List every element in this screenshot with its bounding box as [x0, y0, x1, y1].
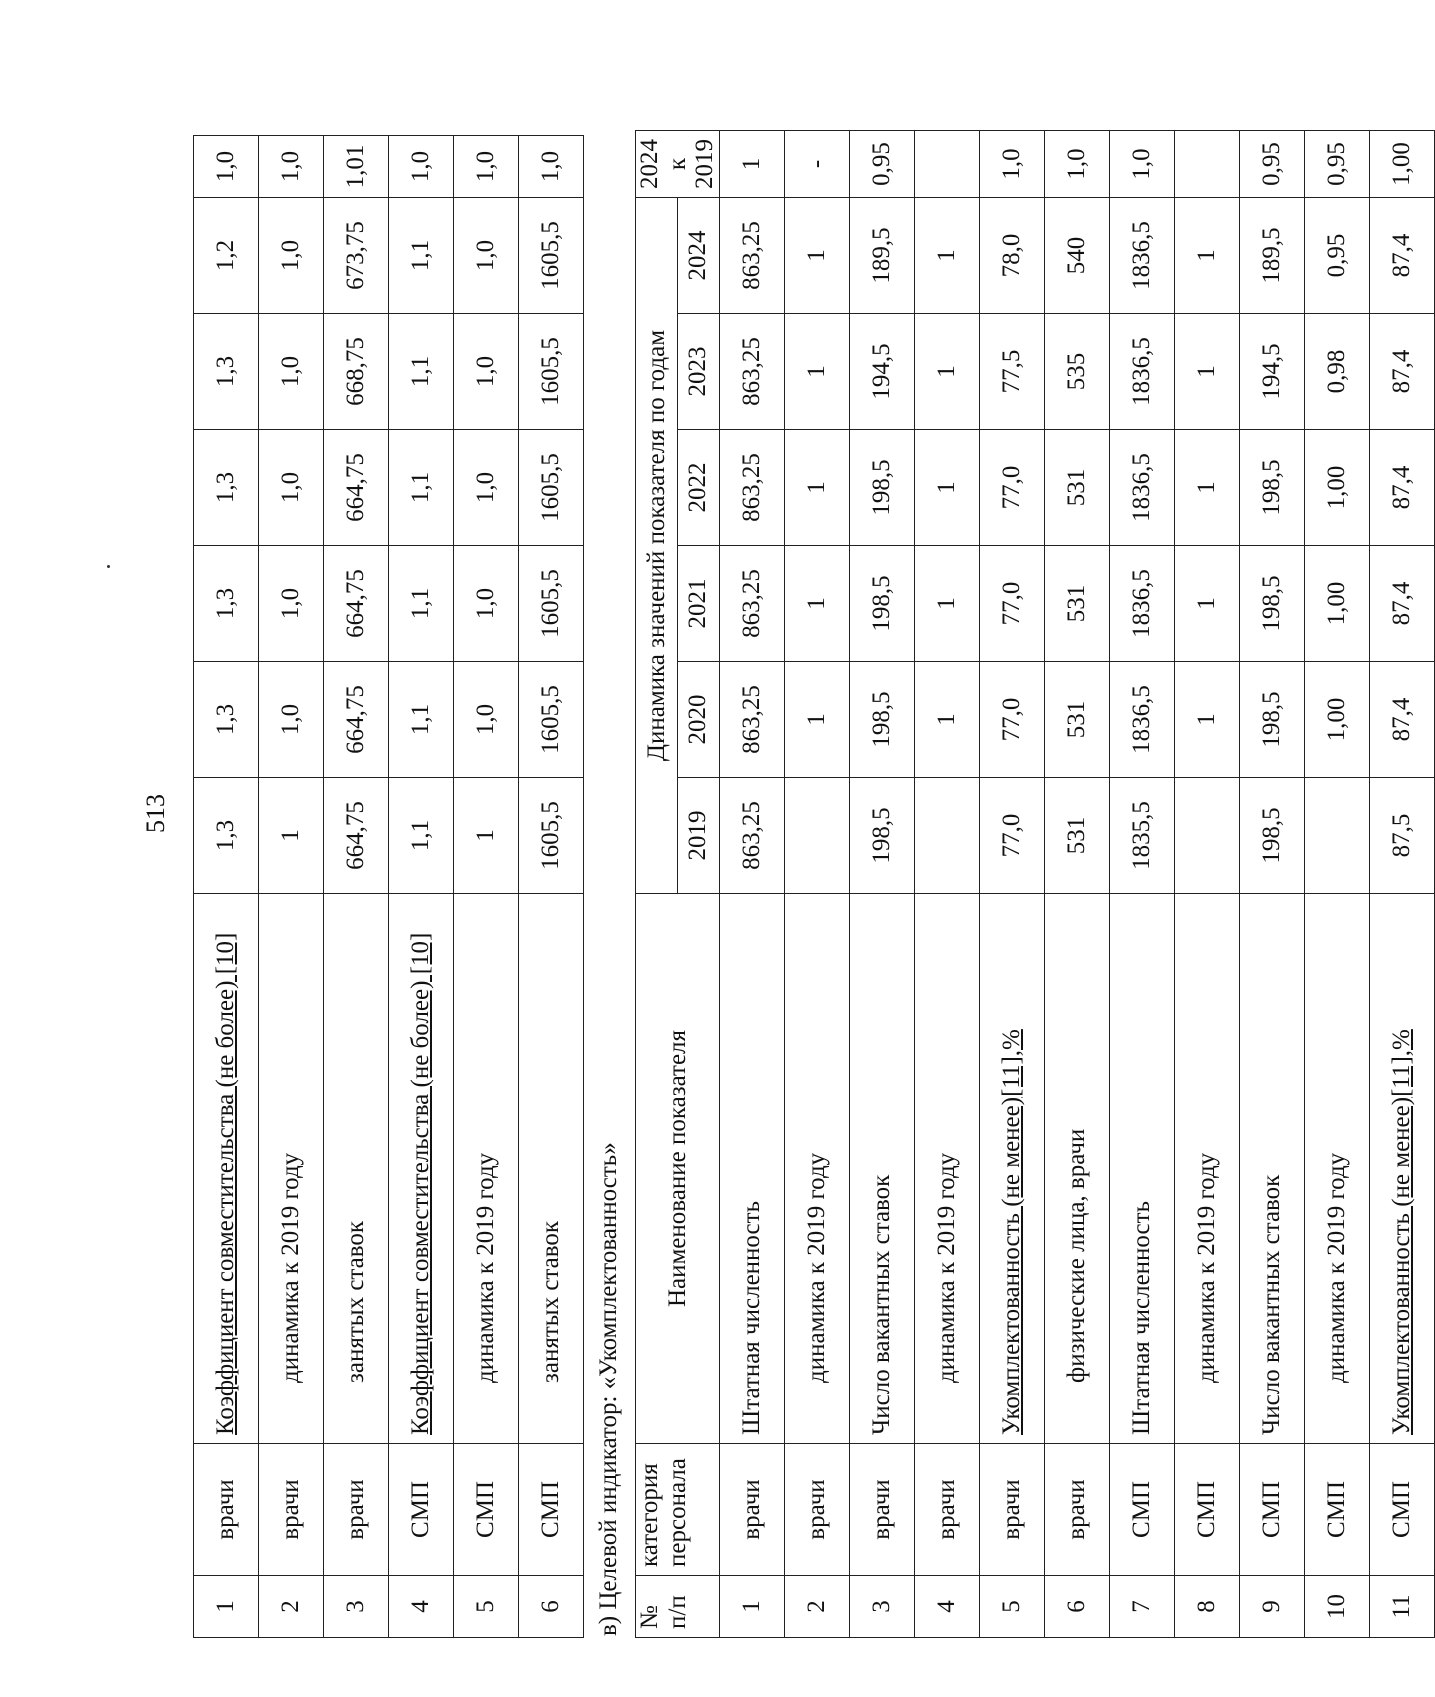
row-year-value: 1 — [259, 778, 324, 894]
row-year-value: 531 — [1044, 778, 1109, 894]
row-number: 3 — [324, 1576, 389, 1638]
row-category: СМП — [1109, 1444, 1174, 1576]
header-year: 2022 — [677, 430, 719, 546]
row-category: врачи — [194, 1444, 259, 1576]
row-year-value: 1836,5 — [1109, 546, 1174, 662]
row-number: 1 — [719, 1576, 784, 1638]
row-year-value: 198,5 — [849, 546, 914, 662]
header-year: 2024 — [677, 198, 719, 314]
row-year-value: 77,0 — [979, 778, 1044, 894]
row-year-value: 863,25 — [719, 430, 784, 546]
row-ratio: 1,0 — [1044, 131, 1109, 198]
row-indicator-name: Число вакантных ставок — [849, 894, 914, 1444]
row-year-value: 1,0 — [454, 546, 519, 662]
row-category: врачи — [914, 1444, 979, 1576]
header-name: Наименование показателя — [636, 894, 720, 1444]
row-year-value: 198,5 — [849, 430, 914, 546]
row-ratio — [1174, 131, 1239, 198]
row-category: СМП — [1369, 1444, 1434, 1576]
row-year-value: 1,00 — [1304, 662, 1369, 778]
header-num: № п/п — [636, 1576, 720, 1638]
row-year-value: 1 — [784, 430, 849, 546]
row-number: 8 — [1174, 1576, 1239, 1638]
scan-dot — [107, 565, 110, 568]
row-number: 4 — [389, 1576, 454, 1638]
row-year-value: 664,75 — [324, 778, 389, 894]
row-ratio: 0,95 — [1304, 131, 1369, 198]
row-indicator-name: динамика к 2019 году — [784, 894, 849, 1444]
row-category: врачи — [849, 1444, 914, 1576]
row-year-value: 1605,5 — [519, 662, 584, 778]
row-year-value: 673,75 — [324, 198, 389, 314]
header-dynamics: Динамика значений показателя по годам — [636, 198, 678, 894]
row-category: СМП — [454, 1444, 519, 1576]
row-ratio: 1,01 — [324, 136, 389, 198]
row-year-value: 1 — [914, 662, 979, 778]
row-year-value — [784, 778, 849, 894]
row-year-value: 1836,5 — [1109, 430, 1174, 546]
row-year-value: 1,1 — [389, 198, 454, 314]
header-category: категория персонала — [636, 1444, 720, 1576]
row-indicator-name: физические лица, врачи — [1044, 894, 1109, 1444]
row-ratio: 1,0 — [454, 136, 519, 198]
row-year-value: 1,3 — [194, 778, 259, 894]
row-ratio: 1,00 — [1369, 131, 1434, 198]
row-indicator-name: динамика к 2019 году — [259, 894, 324, 1444]
row-year-value: 1605,5 — [519, 546, 584, 662]
row-year-value — [914, 778, 979, 894]
row-year-value: 1,0 — [454, 314, 519, 430]
row-indicator-name: Штатная численность — [719, 894, 784, 1444]
row-year-value: 1,0 — [259, 430, 324, 546]
row-year-value: 1605,5 — [519, 314, 584, 430]
table2-header — [636, 131, 720, 1638]
row-year-value: 1,0 — [454, 430, 519, 546]
row-number: 11 — [1369, 1576, 1434, 1638]
row-year-value: 1 — [1174, 430, 1239, 546]
row-year-value: 1,0 — [259, 314, 324, 430]
header-year: 2023 — [677, 314, 719, 430]
row-year-value: 1,2 — [194, 198, 259, 314]
row-category: врачи — [979, 1444, 1044, 1576]
row-year-value: 0,98 — [1304, 314, 1369, 430]
row-year-value: 87,4 — [1369, 198, 1434, 314]
row-number: 2 — [784, 1576, 849, 1638]
row-year-value: 189,5 — [849, 198, 914, 314]
table-row — [719, 131, 784, 1638]
row-year-value: 77,5 — [979, 314, 1044, 430]
row-year-value: 1,1 — [389, 778, 454, 894]
row-year-value: 1,1 — [389, 546, 454, 662]
row-year-value: 1,0 — [454, 198, 519, 314]
row-category: врачи — [1044, 1444, 1109, 1576]
row-year-value: 1 — [914, 314, 979, 430]
page-number: 513 — [141, 794, 170, 833]
row-year-value: 1 — [784, 662, 849, 778]
row-year-value: 189,5 — [1239, 198, 1304, 314]
row-year-value: 863,25 — [719, 198, 784, 314]
row-year-value: 77,0 — [979, 662, 1044, 778]
row-number: 1 — [194, 1576, 259, 1638]
row-indicator-name: занятых ставок — [519, 894, 584, 1444]
row-year-value: 863,25 — [719, 546, 784, 662]
row-year-value: 1836,5 — [1109, 314, 1174, 430]
rotated-page — [75, 48, 1415, 1648]
table-row — [1369, 131, 1434, 1638]
row-year-value: 863,25 — [719, 778, 784, 894]
row-ratio — [914, 131, 979, 198]
row-indicator-name: Число вакантных ставок — [1239, 894, 1304, 1444]
row-ratio: - — [784, 131, 849, 198]
row-year-value: 863,25 — [719, 662, 784, 778]
row-year-value: 78,0 — [979, 198, 1044, 314]
row-year-value: 1,0 — [454, 662, 519, 778]
row-category: СМП — [1239, 1444, 1304, 1576]
table-row — [849, 131, 914, 1638]
row-number: 4 — [914, 1576, 979, 1638]
row-year-value: 1,0 — [259, 546, 324, 662]
header-ratio: 2024 к 2019 — [636, 131, 720, 198]
row-indicator-name: динамика к 2019 году — [454, 894, 519, 1444]
table-row — [1304, 131, 1369, 1638]
table-combination-coefficient — [193, 135, 584, 1638]
row-year-value: 1836,5 — [1109, 198, 1174, 314]
table-row — [1109, 131, 1174, 1638]
row-year-value: 1835,5 — [1109, 778, 1174, 894]
row-year-value: 198,5 — [849, 778, 914, 894]
table-row — [324, 136, 389, 1638]
header-year: 2020 — [677, 662, 719, 778]
row-year-value: 87,4 — [1369, 314, 1434, 430]
row-year-value: 198,5 — [1239, 546, 1304, 662]
row-year-value: 87,4 — [1369, 662, 1434, 778]
row-year-value: 1,0 — [259, 662, 324, 778]
row-year-value: 77,0 — [979, 546, 1044, 662]
row-year-value: 531 — [1044, 546, 1109, 662]
row-year-value — [1304, 778, 1369, 894]
table-row — [519, 136, 584, 1638]
row-year-value: 1 — [914, 430, 979, 546]
row-year-value: 664,75 — [324, 546, 389, 662]
table2-body — [719, 131, 1434, 1638]
header-year: 2021 — [677, 546, 719, 662]
row-year-value: 531 — [1044, 662, 1109, 778]
table-row — [979, 131, 1044, 1638]
row-category: СМП — [1174, 1444, 1239, 1576]
row-year-value: 1 — [1174, 198, 1239, 314]
row-year-value: 1,1 — [389, 314, 454, 430]
table-row — [1239, 131, 1304, 1638]
row-year-value: 1 — [914, 546, 979, 662]
table-row — [259, 136, 324, 1638]
row-number: 5 — [979, 1576, 1044, 1638]
row-indicator-name: Укомплектованность (не менее)[11],% — [979, 894, 1044, 1444]
row-year-value: 1,3 — [194, 430, 259, 546]
row-number: 5 — [454, 1576, 519, 1638]
row-year-value: 87,4 — [1369, 546, 1434, 662]
row-year-value: 1 — [1174, 314, 1239, 430]
table1-body — [194, 136, 584, 1638]
row-year-value — [1174, 778, 1239, 894]
row-year-value: 531 — [1044, 430, 1109, 546]
row-ratio: 1 — [719, 131, 784, 198]
table-row — [194, 136, 259, 1638]
row-year-value: 1 — [784, 546, 849, 662]
row-year-value: 1,1 — [389, 430, 454, 546]
table-staffing-level — [635, 130, 1435, 1638]
row-year-value: 194,5 — [1239, 314, 1304, 430]
row-year-value: 664,75 — [324, 662, 389, 778]
table2-caption: в) Целевой индикатор: «Укомплектованность» — [595, 1142, 622, 1636]
row-ratio: 1,0 — [519, 136, 584, 198]
row-year-value: 1,0 — [259, 198, 324, 314]
row-year-value: 1,3 — [194, 314, 259, 430]
row-ratio: 1,0 — [259, 136, 324, 198]
row-year-value: 198,5 — [1239, 778, 1304, 894]
row-indicator-name: занятых ставок — [324, 894, 389, 1444]
row-year-value: 87,5 — [1369, 778, 1434, 894]
row-year-value: 1605,5 — [519, 198, 584, 314]
row-year-value: 1,1 — [389, 662, 454, 778]
row-ratio: 1,0 — [979, 131, 1044, 198]
row-indicator-name: динамика к 2019 году — [1174, 894, 1239, 1444]
row-category: врачи — [719, 1444, 784, 1576]
row-year-value: 1 — [784, 198, 849, 314]
row-year-value: 1,3 — [194, 546, 259, 662]
table-row — [784, 131, 849, 1638]
row-category: врачи — [784, 1444, 849, 1576]
row-ratio: 1,0 — [1109, 131, 1174, 198]
row-year-value: 194,5 — [849, 314, 914, 430]
row-number: 7 — [1109, 1576, 1174, 1638]
row-category: врачи — [259, 1444, 324, 1576]
row-year-value: 1836,5 — [1109, 662, 1174, 778]
row-year-value: 863,25 — [719, 314, 784, 430]
header-year: 2019 — [677, 778, 719, 894]
row-year-value: 198,5 — [1239, 430, 1304, 546]
row-category: СМП — [1304, 1444, 1369, 1576]
row-ratio: 0,95 — [849, 131, 914, 198]
row-year-value: 1,3 — [194, 662, 259, 778]
row-indicator-name: Коэффициент совместительства (не более) [10] — [389, 894, 454, 1444]
row-number: 6 — [1044, 1576, 1109, 1638]
row-year-value: 0,95 — [1304, 198, 1369, 314]
row-category: СМП — [519, 1444, 584, 1576]
row-year-value: 1,00 — [1304, 430, 1369, 546]
row-year-value: 1605,5 — [519, 430, 584, 546]
row-year-value: 668,75 — [324, 314, 389, 430]
row-year-value: 198,5 — [1239, 662, 1304, 778]
row-year-value: 1605,5 — [519, 778, 584, 894]
row-year-value: 1 — [454, 778, 519, 894]
row-year-value: 664,75 — [324, 430, 389, 546]
row-number: 10 — [1304, 1576, 1369, 1638]
row-number: 6 — [519, 1576, 584, 1638]
row-category: врачи — [324, 1444, 389, 1576]
row-year-value: 77,0 — [979, 430, 1044, 546]
table-row — [454, 136, 519, 1638]
row-ratio: 0,95 — [1239, 131, 1304, 198]
row-year-value: 1 — [914, 198, 979, 314]
row-indicator-name: динамика к 2019 году — [914, 894, 979, 1444]
row-category: СМП — [389, 1444, 454, 1576]
table-row — [914, 131, 979, 1638]
row-year-value: 1 — [1174, 662, 1239, 778]
row-indicator-name: динамика к 2019 году — [1304, 894, 1369, 1444]
row-ratio: 1,0 — [194, 136, 259, 198]
row-indicator-name: Штатная численность — [1109, 894, 1174, 1444]
row-year-value: 1 — [1174, 546, 1239, 662]
row-number: 3 — [849, 1576, 914, 1638]
table-row — [1044, 131, 1109, 1638]
table-row — [389, 136, 454, 1638]
row-year-value: 540 — [1044, 198, 1109, 314]
row-number: 9 — [1239, 1576, 1304, 1638]
row-year-value: 535 — [1044, 314, 1109, 430]
row-indicator-name: Коэффициент совместительства (не более) [10] — [194, 894, 259, 1444]
row-indicator-name: Укомплектованность (не менее)[11],% — [1369, 894, 1434, 1444]
row-year-value: 1 — [784, 314, 849, 430]
row-year-value: 1,00 — [1304, 546, 1369, 662]
row-ratio: 1,0 — [389, 136, 454, 198]
row-year-value: 87,4 — [1369, 430, 1434, 546]
row-year-value: 198,5 — [849, 662, 914, 778]
row-number: 2 — [259, 1576, 324, 1638]
table-row — [1174, 131, 1239, 1638]
